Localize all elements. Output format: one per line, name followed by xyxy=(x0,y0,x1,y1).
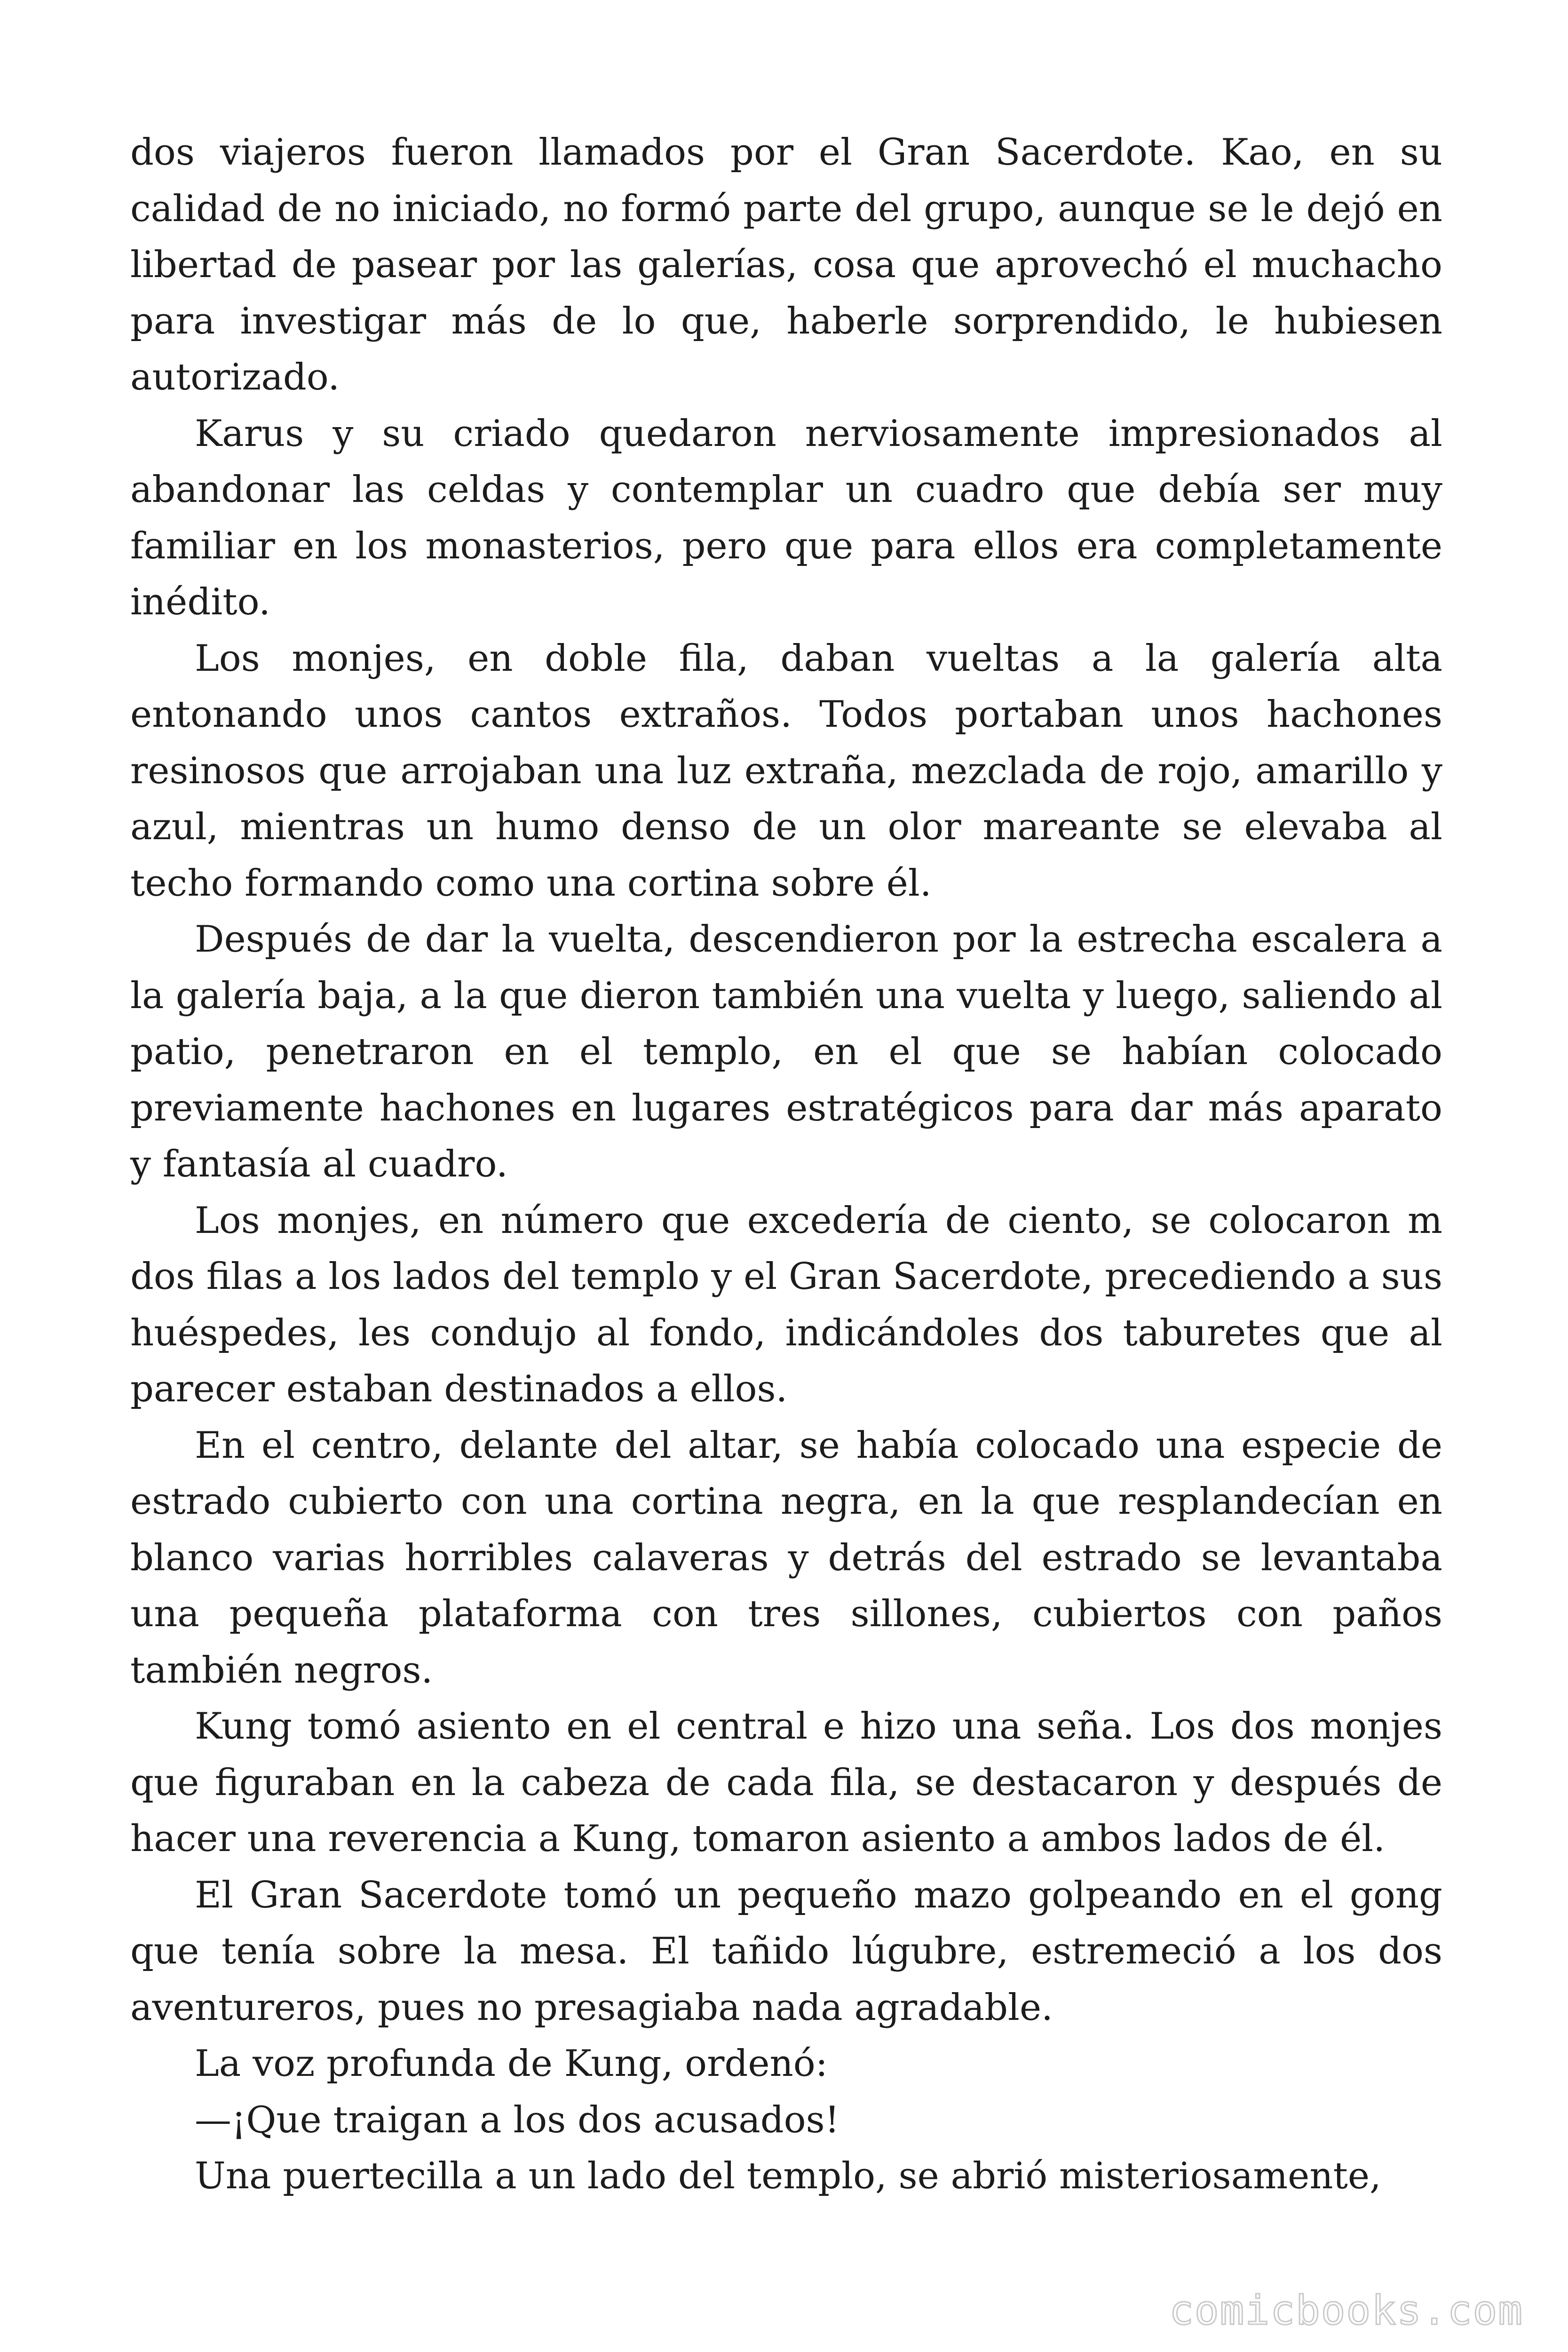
paragraph: Karus y su criado quedaron nerviosamente impresionados al abandonar las celdas y contemplar un cuadro que debía ser muy familiar en los monasterios, pero que para ellos era completamente inédito. xyxy=(130,412,1442,623)
paragraph: El Gran Sacerdote tomó un pequeño mazo golpeando en el gong que tenía sobre la mesa. El tañido lúgubre, estremeció a los dos aventureros, pues no presagiaba nada agradable. xyxy=(130,1874,1442,2029)
page-text xyxy=(130,125,1442,2205)
paragraph: En el centro, delante del altar, se había colocado una especie de estrado cubierto con una cortina negra, en la que resplandecían en blanco varias horribles calaveras y detrás del estrado se levantaba una pequeña plataforma con tres sillones, cubiertos con paños también negros. xyxy=(130,1424,1442,1692)
dialogue-line: —¡Que traigan a los dos acusados! xyxy=(195,2098,839,2141)
paragraph: Los monjes, en número que excedería de ciento, se colocaron m dos filas a los lados del templo y el Gran Sacerdote, precediendo a sus huéspedes, les condujo al fondo, indicándoles dos taburetes que al parecer estaban destinados a ellos. xyxy=(130,1199,1442,1410)
paragraph-last: Una puertecilla a un lado del templo, se abrió misteriosamente, xyxy=(195,2155,1381,2197)
paragraph: Kung tomó asiento en el central e hizo una seña. Los dos monjes que figuraban en la cabeza de cada fila, se destacaron y después de hacer una reverencia a Kung, tomaron asiento a ambos lados de él. xyxy=(130,1705,1442,1860)
watermark-logo: comicbooks.com xyxy=(1169,2287,1523,2334)
paragraph: Los monjes, en doble fila, daban vueltas a la galería alta entonando unos cantos extraños. Todos portaban unos hachones resinosos que arrojaban una luz extraña, mezclada de rojo, amarillo y azul, mientras un humo denso de un olor mareante se elevaba al techo formando como una cortina sobre él. xyxy=(130,637,1442,905)
paragraph: La voz profunda de Kung, ordenó: xyxy=(195,2042,828,2085)
paragraph: Después de dar la vuelta, descendieron por la estrecha escalera a la galería baja, a la que dieron también una vuelta y luego, saliendo al patio, penetraron en el templo, en el que se habían colocado previamente hachones en lugares estratégicos para dar más aparato y fantasía al cuadro. xyxy=(130,918,1442,1185)
paragraph-continuation: dos viajeros fueron llamados por el Gran Sacerdote. Kao, en su calidad de no iniciado, no formó parte del grupo, aunque se le dejó en libertad de pasear por las galerías, cosa que aprovechó el muchacho para investigar más de lo que, haberle sorprendido, le hubiesen autorizado. xyxy=(130,131,1442,398)
